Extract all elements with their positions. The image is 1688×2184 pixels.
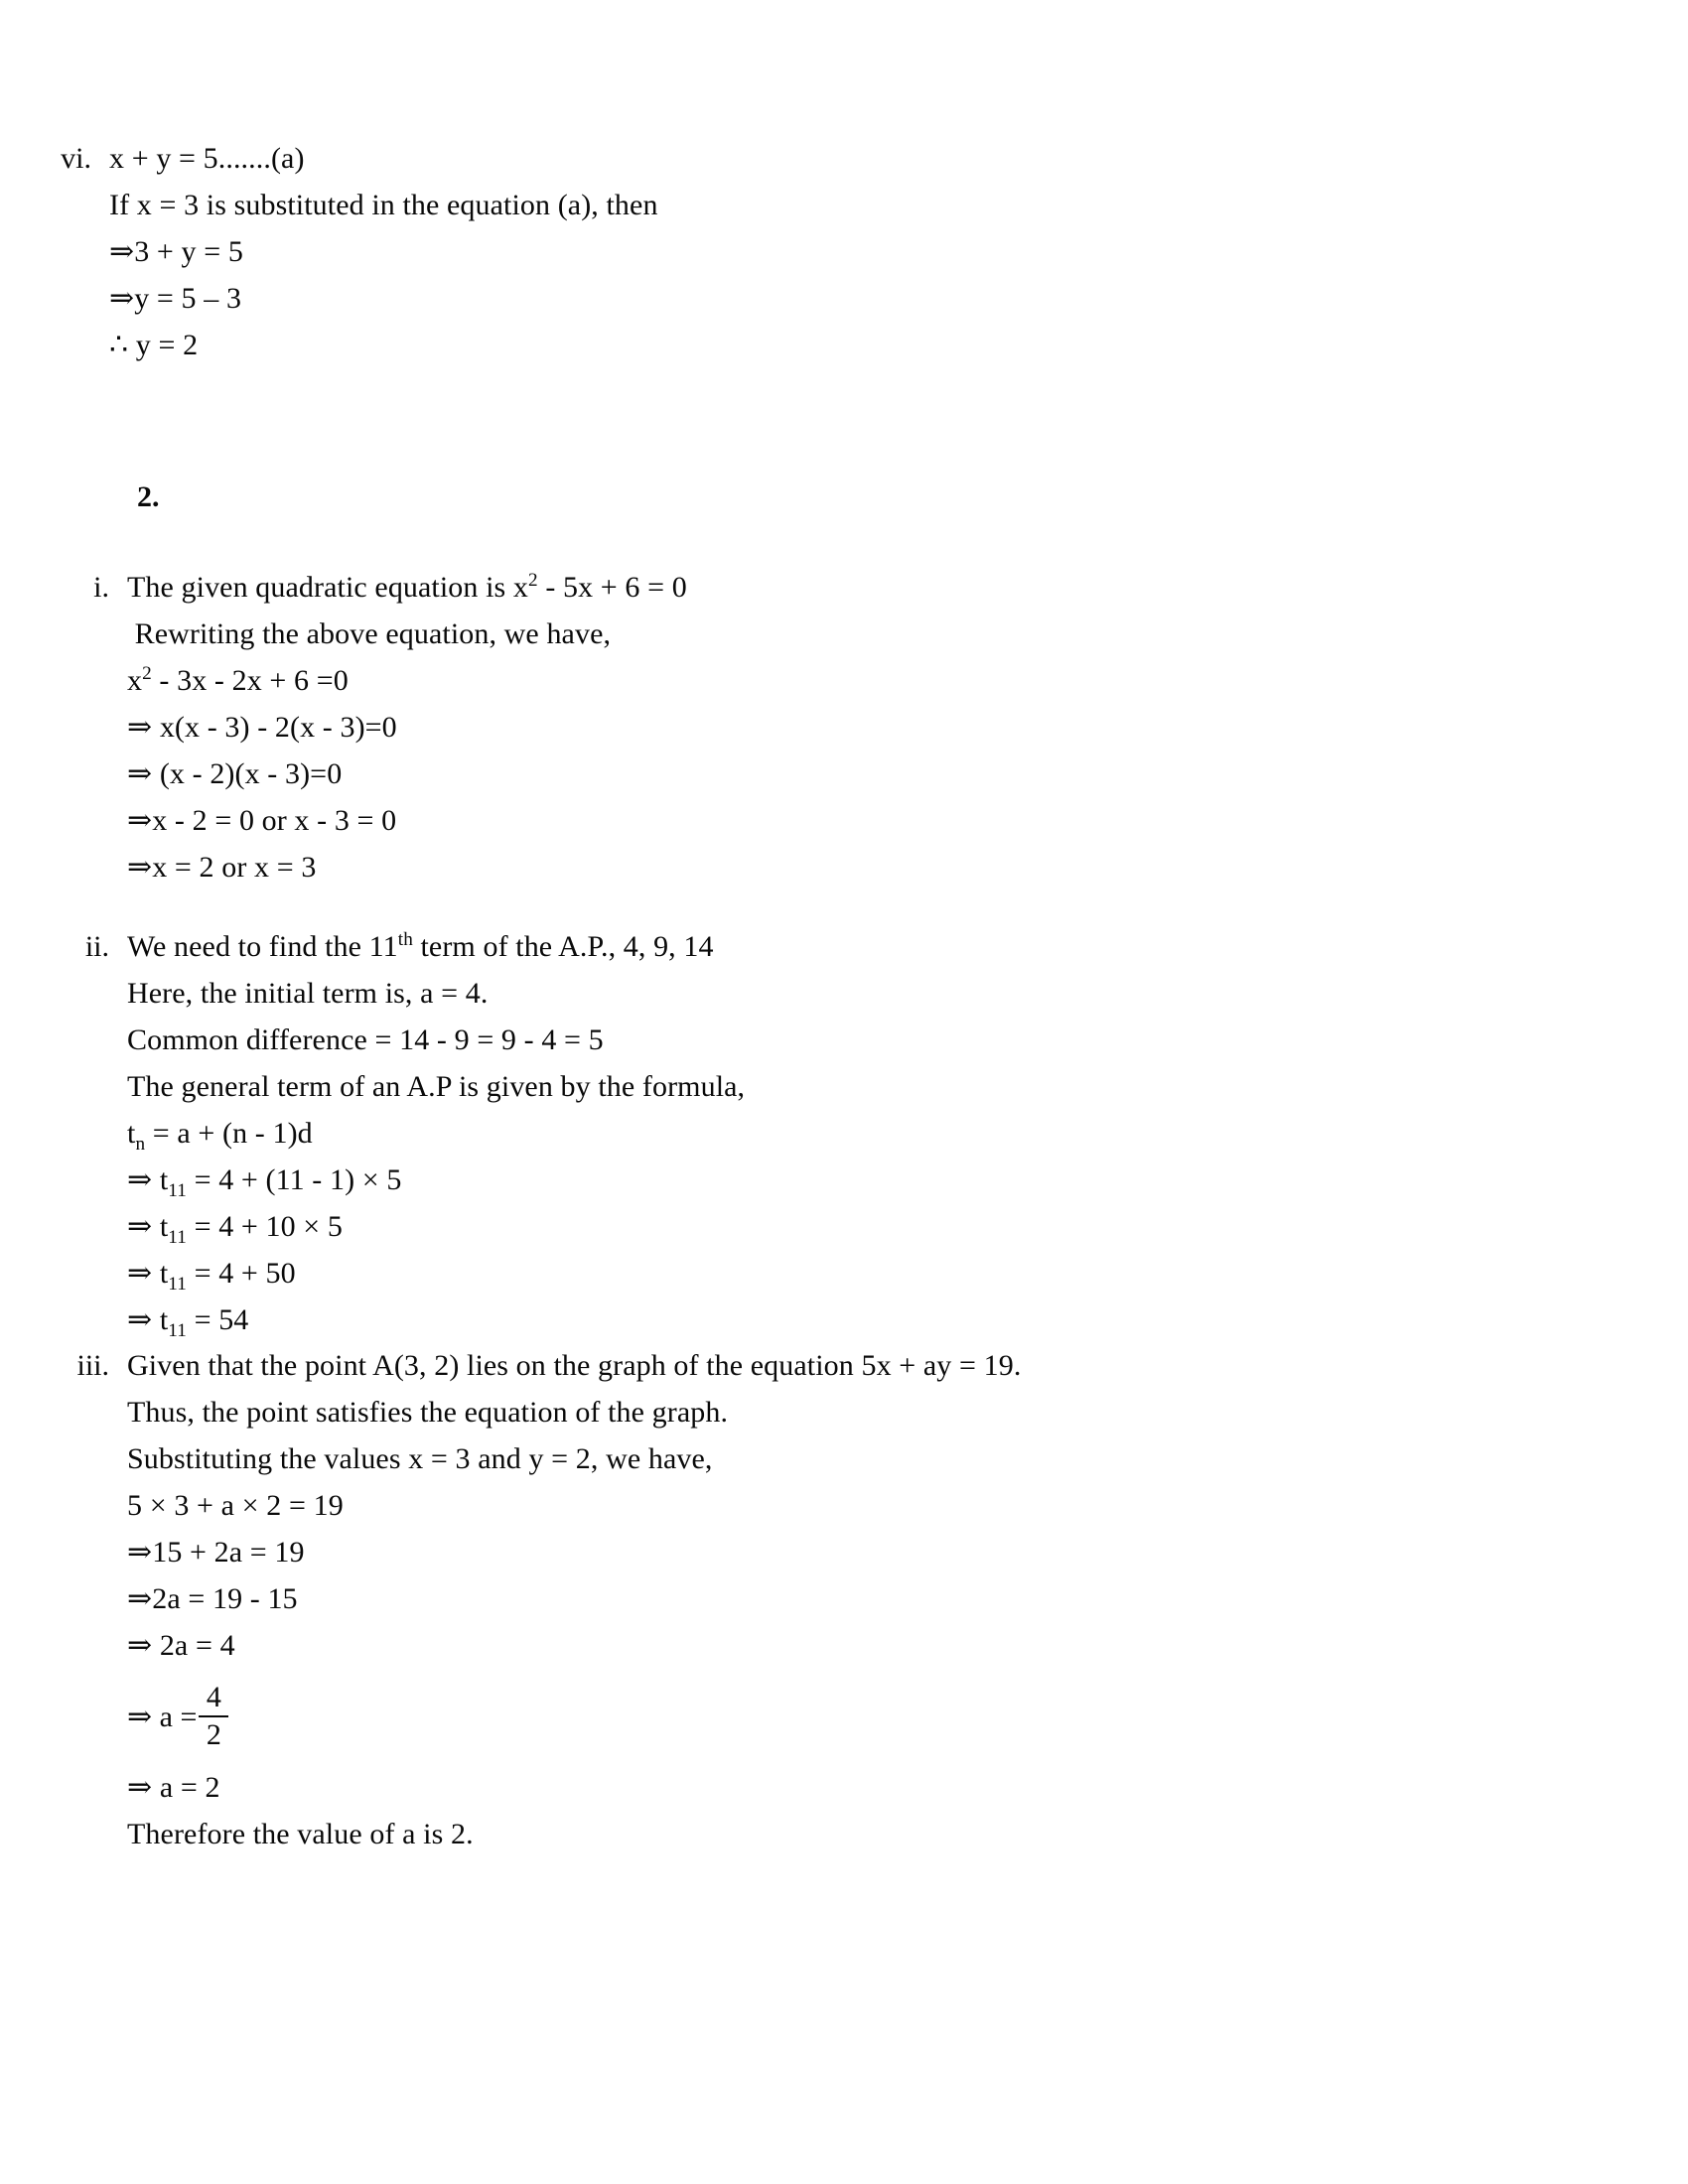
fraction-numerator: 4 (206, 1681, 221, 1713)
statement-line: Common difference = 14 - 9 = 9 - 4 = 5 (127, 1024, 604, 1056)
list-marker-i: i. (93, 571, 109, 604)
formula-line: $t_n = a + (n - 1)d$ (127, 1117, 313, 1155)
statement-line: The given quadratic equation is $x^2 - 5x + 6 = 0$ (127, 570, 687, 604)
fraction-denominator: 2 (206, 1718, 221, 1751)
statement-line: We need to find the 11th term of the A.P., 4, 9, 14 (127, 929, 714, 963)
statement-line: Here, the initial term is, a = 4. (127, 977, 489, 1010)
section-number: 2. (137, 480, 160, 513)
list-marker-iii: iii. (76, 1349, 109, 1382)
equation-line: ⇒x = 2 or x = 3 (127, 851, 317, 884)
list-marker-vi: vi. (61, 142, 91, 175)
fraction (199, 1680, 228, 1753)
statement-line: If x = 3 is substituted in the equation (a), then (109, 189, 658, 221)
fraction-equation-line (127, 1669, 1688, 1764)
equation-line: ⇒2a = 19 - 15 (127, 1582, 298, 1615)
list-item-iii (0, 1342, 1688, 1857)
equation-line: ∴ y = 2 (109, 329, 199, 361)
equation-line: $x^2 - 3x - 2x + 6 =0$ (127, 663, 349, 697)
equation-line: ⇒ (x - 2)(x - 3)=0 (127, 757, 343, 790)
statement-line: Rewriting the above equation, we have, (127, 617, 612, 650)
equation-line: ⇒ x(x - 3) - 2(x - 3)=0 (127, 711, 397, 744)
equation-line: ⇒y = 5 – 3 (109, 282, 242, 315)
fraction-prefix: ⇒ a = (127, 1700, 198, 1733)
statement-line: Thus, the point satisfies the equation of the graph. (127, 1396, 729, 1429)
statement-line: Given that the point A(3, 2) lies on the graph of the equation 5x + ay = 19. (127, 1349, 1022, 1382)
statement-line: The general term of an A.P is given by the formula, (127, 1070, 746, 1103)
equation-line: 5 × 3 + a × 2 = 19 (127, 1489, 344, 1522)
list-item-ii (0, 923, 1688, 1343)
equation-line: ⇒x - 2 = 0 or x - 3 = 0 (127, 804, 397, 837)
equation-line: ⇒ $t_{11} = 4 + (11 - 1) \times 5$ (127, 1163, 402, 1201)
equation-line: ⇒ a = 2 (127, 1771, 220, 1804)
equation-line: ⇒ $t_{11} = 54$ (127, 1303, 249, 1341)
list-item-vi (0, 135, 1688, 368)
list-body-iii (127, 1342, 1688, 1857)
list-marker-ii: ii. (84, 930, 109, 963)
equation-line: x + y = 5.......(a) (109, 142, 305, 175)
list-item-i (0, 564, 1688, 890)
equation-line: ⇒ 2a = 4 (127, 1629, 235, 1662)
equation-line: ⇒ $t_{11} = 4 + 10 \times 5$ (127, 1210, 344, 1248)
equation-line: ⇒15 + 2a = 19 (127, 1536, 305, 1569)
list-body-vi (109, 135, 1688, 368)
equation-line: ⇒3 + y = 5 (109, 235, 243, 268)
list-body-i (127, 564, 1688, 890)
statement-line: Substituting the values x = 3 and y = 2, we have, (127, 1442, 713, 1475)
conclusion-line: Therefore the value of a is 2. (127, 1818, 474, 1850)
equation-line: ⇒ $t_{11} = 4 + 50$ (127, 1257, 296, 1295)
list-body-ii (127, 923, 1688, 1343)
